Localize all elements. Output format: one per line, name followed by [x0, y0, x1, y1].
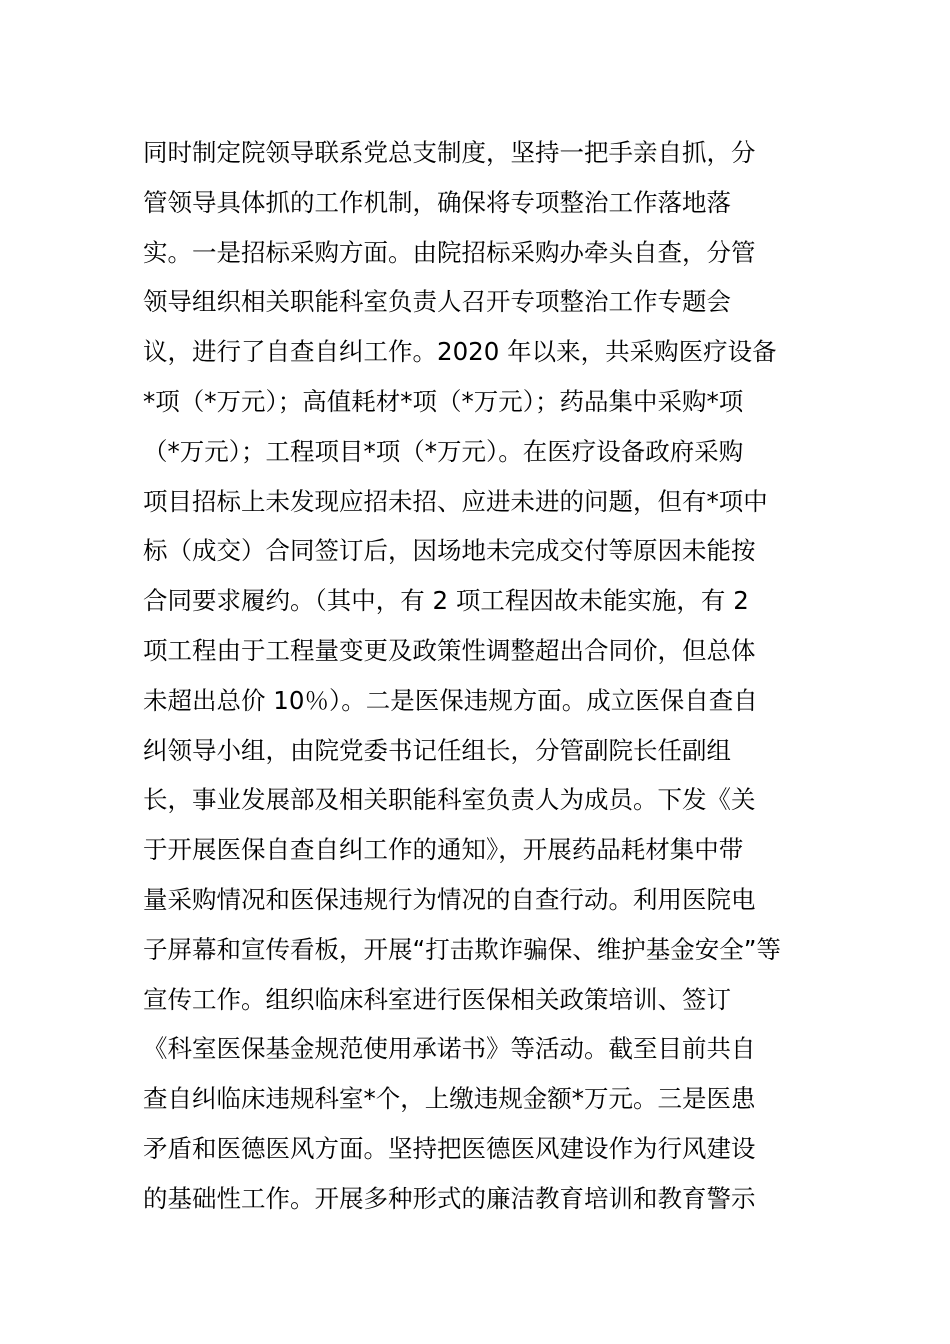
text-line: 项工程由于工程量变更及政策性调整超出合同价，但总体 [143, 635, 756, 665]
body-paragraph [143, 128, 813, 1224]
text-line: 实。一是招标采购方面。由院招标采购办牵头自查，分管 [143, 237, 756, 267]
text-line: 合同要求履约。（其中，有 2 项工程因故未能实施，有 2 [143, 586, 749, 616]
text-line: 管领导具体抓的工作机制，确保将专项整治工作落地落 [143, 187, 731, 217]
text-line: 领导组织相关职能科室负责人召开专项整治工作专题会 [143, 287, 731, 317]
text-line: 宣传工作。组织临床科室进行医保相关政策培训、签订 [143, 984, 731, 1014]
text-line: 的基础性工作。开展多种形式的廉洁教育培训和教育警示 [143, 1183, 756, 1213]
text-line: （*万元）；工程项目*项（*万元）。在医疗设备政府采购 [143, 436, 744, 466]
text-line: 项目招标上未发现应招未招、应进未进的问题，但有*项中 [143, 486, 768, 516]
text-line: 查自纠临床违规科室*个，上缴违规金额*万元。三是医患 [143, 1084, 756, 1114]
text-line: 于开展医保自查自纠工作的通知》，开展药品耗材集中带 [143, 835, 744, 865]
text-line: 矛盾和医德医风方面。坚持把医德医风建设作为行风建设 [143, 1133, 756, 1163]
text-line: 同时制定院领导联系党总支制度，坚持一把手亲自抓，分 [143, 138, 756, 167]
text-line: 量采购情况和医保违规行为情况的自查行动。利用医院电 [143, 884, 756, 914]
text-line: 纠领导小组，由院党委书记任组长，分管副院长任副组 [143, 735, 731, 765]
text-line: 《科室医保基金规范使用承诺书》等活动。截至目前共自 [143, 1034, 756, 1064]
text-line: *项（*万元）；高值耗材*项（*万元）；药品集中采购*项 [143, 386, 744, 416]
text-line: 子屏幕和宣传看板，开展“打击欺诈骗保、维护基金安全”等 [143, 934, 781, 964]
text-line: 长，事业发展部及相关职能科室负责人为成员。下发《关 [143, 785, 756, 815]
text-line: 未超出总价 10％）。二是医保违规方面。成立医保自查自 [143, 685, 758, 715]
text-line: 标（成交）合同签订后，因场地未完成交付等原因未能按 [143, 536, 756, 566]
text-line: 议，进行了自查自纠工作。2020 年以来，共采购医疗设备 [143, 337, 777, 367]
